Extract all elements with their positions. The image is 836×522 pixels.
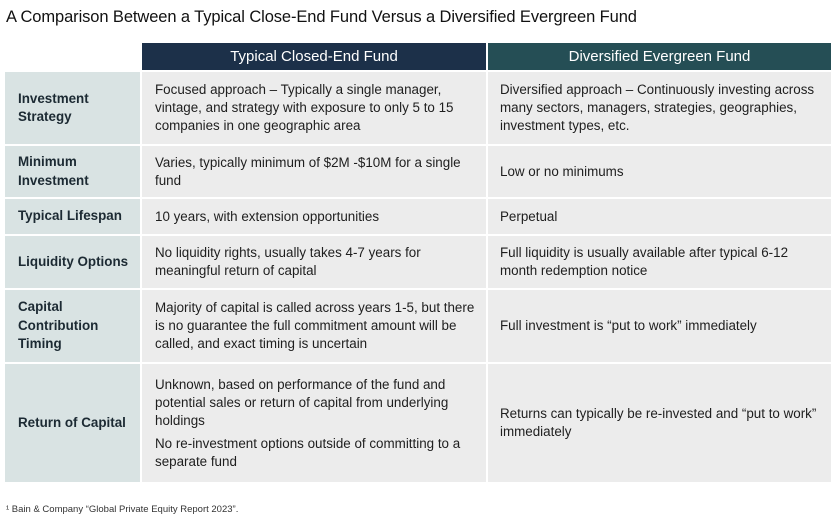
table-row bbox=[5, 72, 831, 144]
page-title: A Comparison Between a Typical Close-End Fund Versus a Diversified Evergreen Fund bbox=[6, 8, 637, 26]
closed-end-paragraph: No re-investment options outside of committing to a separate fund bbox=[155, 435, 461, 469]
evergreen-cell: Full investment is “put to work” immediately bbox=[488, 290, 831, 362]
closed-end-cell: Majority of capital is called across years 1-5, but there is no guarantee the full commitment amount will be called, and exact timing is uncertain bbox=[142, 290, 486, 362]
row-label: Capital Contribution Timing bbox=[5, 290, 140, 362]
table-row bbox=[5, 290, 831, 362]
column-header-closed-end: Typical Closed-End Fund bbox=[142, 43, 486, 70]
table-row bbox=[5, 146, 831, 197]
evergreen-cell: Full liquidity is usually available after typical 6-12 month redemption notice bbox=[488, 236, 831, 288]
closed-end-paragraph: Unknown, based on performance of the fund and potential sales or return of capital from underlying holdings bbox=[155, 376, 449, 428]
row-label: Liquidity Options bbox=[5, 236, 140, 288]
closed-end-cell bbox=[142, 364, 486, 482]
table-row bbox=[5, 364, 831, 482]
closed-end-cell: Varies, typically minimum of $2M -$10M for a single fund bbox=[142, 146, 486, 197]
row-label: Investment Strategy bbox=[5, 72, 140, 144]
closed-end-cell: No liquidity rights, usually takes 4-7 years for meaningful return of capital bbox=[142, 236, 486, 288]
footnote: ¹ Bain & Company “Global Private Equity Report 2023”. bbox=[6, 504, 239, 515]
evergreen-cell: Perpetual bbox=[488, 199, 831, 234]
evergreen-cell: Returns can typically be re-invested and “put to work” immediately bbox=[488, 364, 831, 482]
table-row bbox=[5, 236, 831, 288]
evergreen-cell: Diversified approach – Continuously investing across many sectors, managers, strategies, geographies, investment types, etc. bbox=[488, 72, 831, 144]
closed-end-cell: 10 years, with extension opportunities bbox=[142, 199, 486, 234]
evergreen-cell: Low or no minimums bbox=[488, 146, 831, 197]
row-label: Typical Lifespan bbox=[5, 199, 140, 234]
row-label: Minimum Investment bbox=[5, 146, 140, 197]
row-label: Return of Capital bbox=[5, 364, 140, 482]
column-header-evergreen: Diversified Evergreen Fund bbox=[488, 43, 831, 70]
table-row bbox=[5, 199, 831, 234]
closed-end-cell: Focused approach – Typically a single manager, vintage, and strategy with exposure to only 5 to 15 companies in one geographic area bbox=[142, 72, 486, 144]
